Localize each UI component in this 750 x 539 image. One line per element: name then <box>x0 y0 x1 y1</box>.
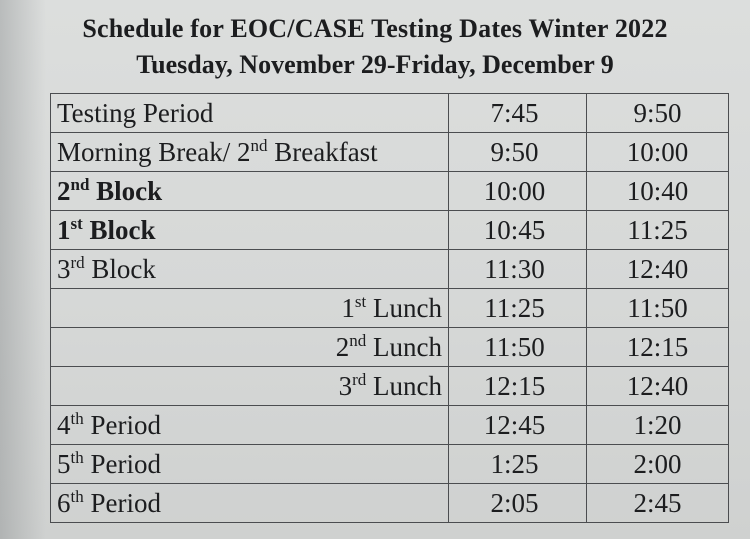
table-row <box>51 211 729 250</box>
table-row <box>51 445 729 484</box>
end-time-cell: 11:25 <box>587 211 729 250</box>
start-time-cell: 2:05 <box>449 484 587 523</box>
end-time-cell: 1:20 <box>587 406 729 445</box>
row-label-cell: 5th Period <box>51 445 449 484</box>
start-time-cell: 10:00 <box>449 172 587 211</box>
table-row <box>51 172 729 211</box>
row-label-cell: 1st Block <box>51 211 449 250</box>
table-row <box>51 289 729 328</box>
start-time-cell: 1:25 <box>449 445 587 484</box>
row-label-cell: 2nd Block <box>51 172 449 211</box>
end-time-cell: 12:40 <box>587 367 729 406</box>
page-title: Schedule for EOC/CASE Testing Dates Winter 2022 <box>82 14 668 43</box>
end-time-cell: 10:40 <box>587 172 729 211</box>
row-label-cell: 1st Lunch <box>51 289 449 328</box>
table-row <box>51 406 729 445</box>
row-label-cell: Testing Period <box>51 94 449 133</box>
end-time-cell: 2:45 <box>587 484 729 523</box>
start-time-cell: 11:30 <box>449 250 587 289</box>
table-row <box>51 250 729 289</box>
row-label-cell: 3rd Lunch <box>51 367 449 406</box>
end-time-cell: 2:00 <box>587 445 729 484</box>
end-time-cell: 12:15 <box>587 328 729 367</box>
end-time-cell: 11:50 <box>587 289 729 328</box>
page-subtitle: Tuesday, November 29-Friday, December 9 <box>136 50 614 79</box>
start-time-cell: 11:25 <box>449 289 587 328</box>
start-time-cell: 12:45 <box>449 406 587 445</box>
row-label-cell: 2nd Lunch <box>51 328 449 367</box>
start-time-cell: 10:45 <box>449 211 587 250</box>
row-label-cell: Morning Break/ 2nd Breakfast <box>51 133 449 172</box>
end-time-cell: 12:40 <box>587 250 729 289</box>
table-row <box>51 133 729 172</box>
table-row <box>51 484 729 523</box>
start-time-cell: 9:50 <box>449 133 587 172</box>
start-time-cell: 11:50 <box>449 328 587 367</box>
schedule-table <box>50 93 729 523</box>
end-time-cell: 10:00 <box>587 133 729 172</box>
row-label-cell: 3rd Block <box>51 250 449 289</box>
end-time-cell: 9:50 <box>587 94 729 133</box>
start-time-cell: 7:45 <box>449 94 587 133</box>
table-row <box>51 367 729 406</box>
row-label-cell: 6th Period <box>51 484 449 523</box>
row-label-cell: 4th Period <box>51 406 449 445</box>
start-time-cell: 12:15 <box>449 367 587 406</box>
table-row <box>51 328 729 367</box>
table-row <box>51 94 729 133</box>
